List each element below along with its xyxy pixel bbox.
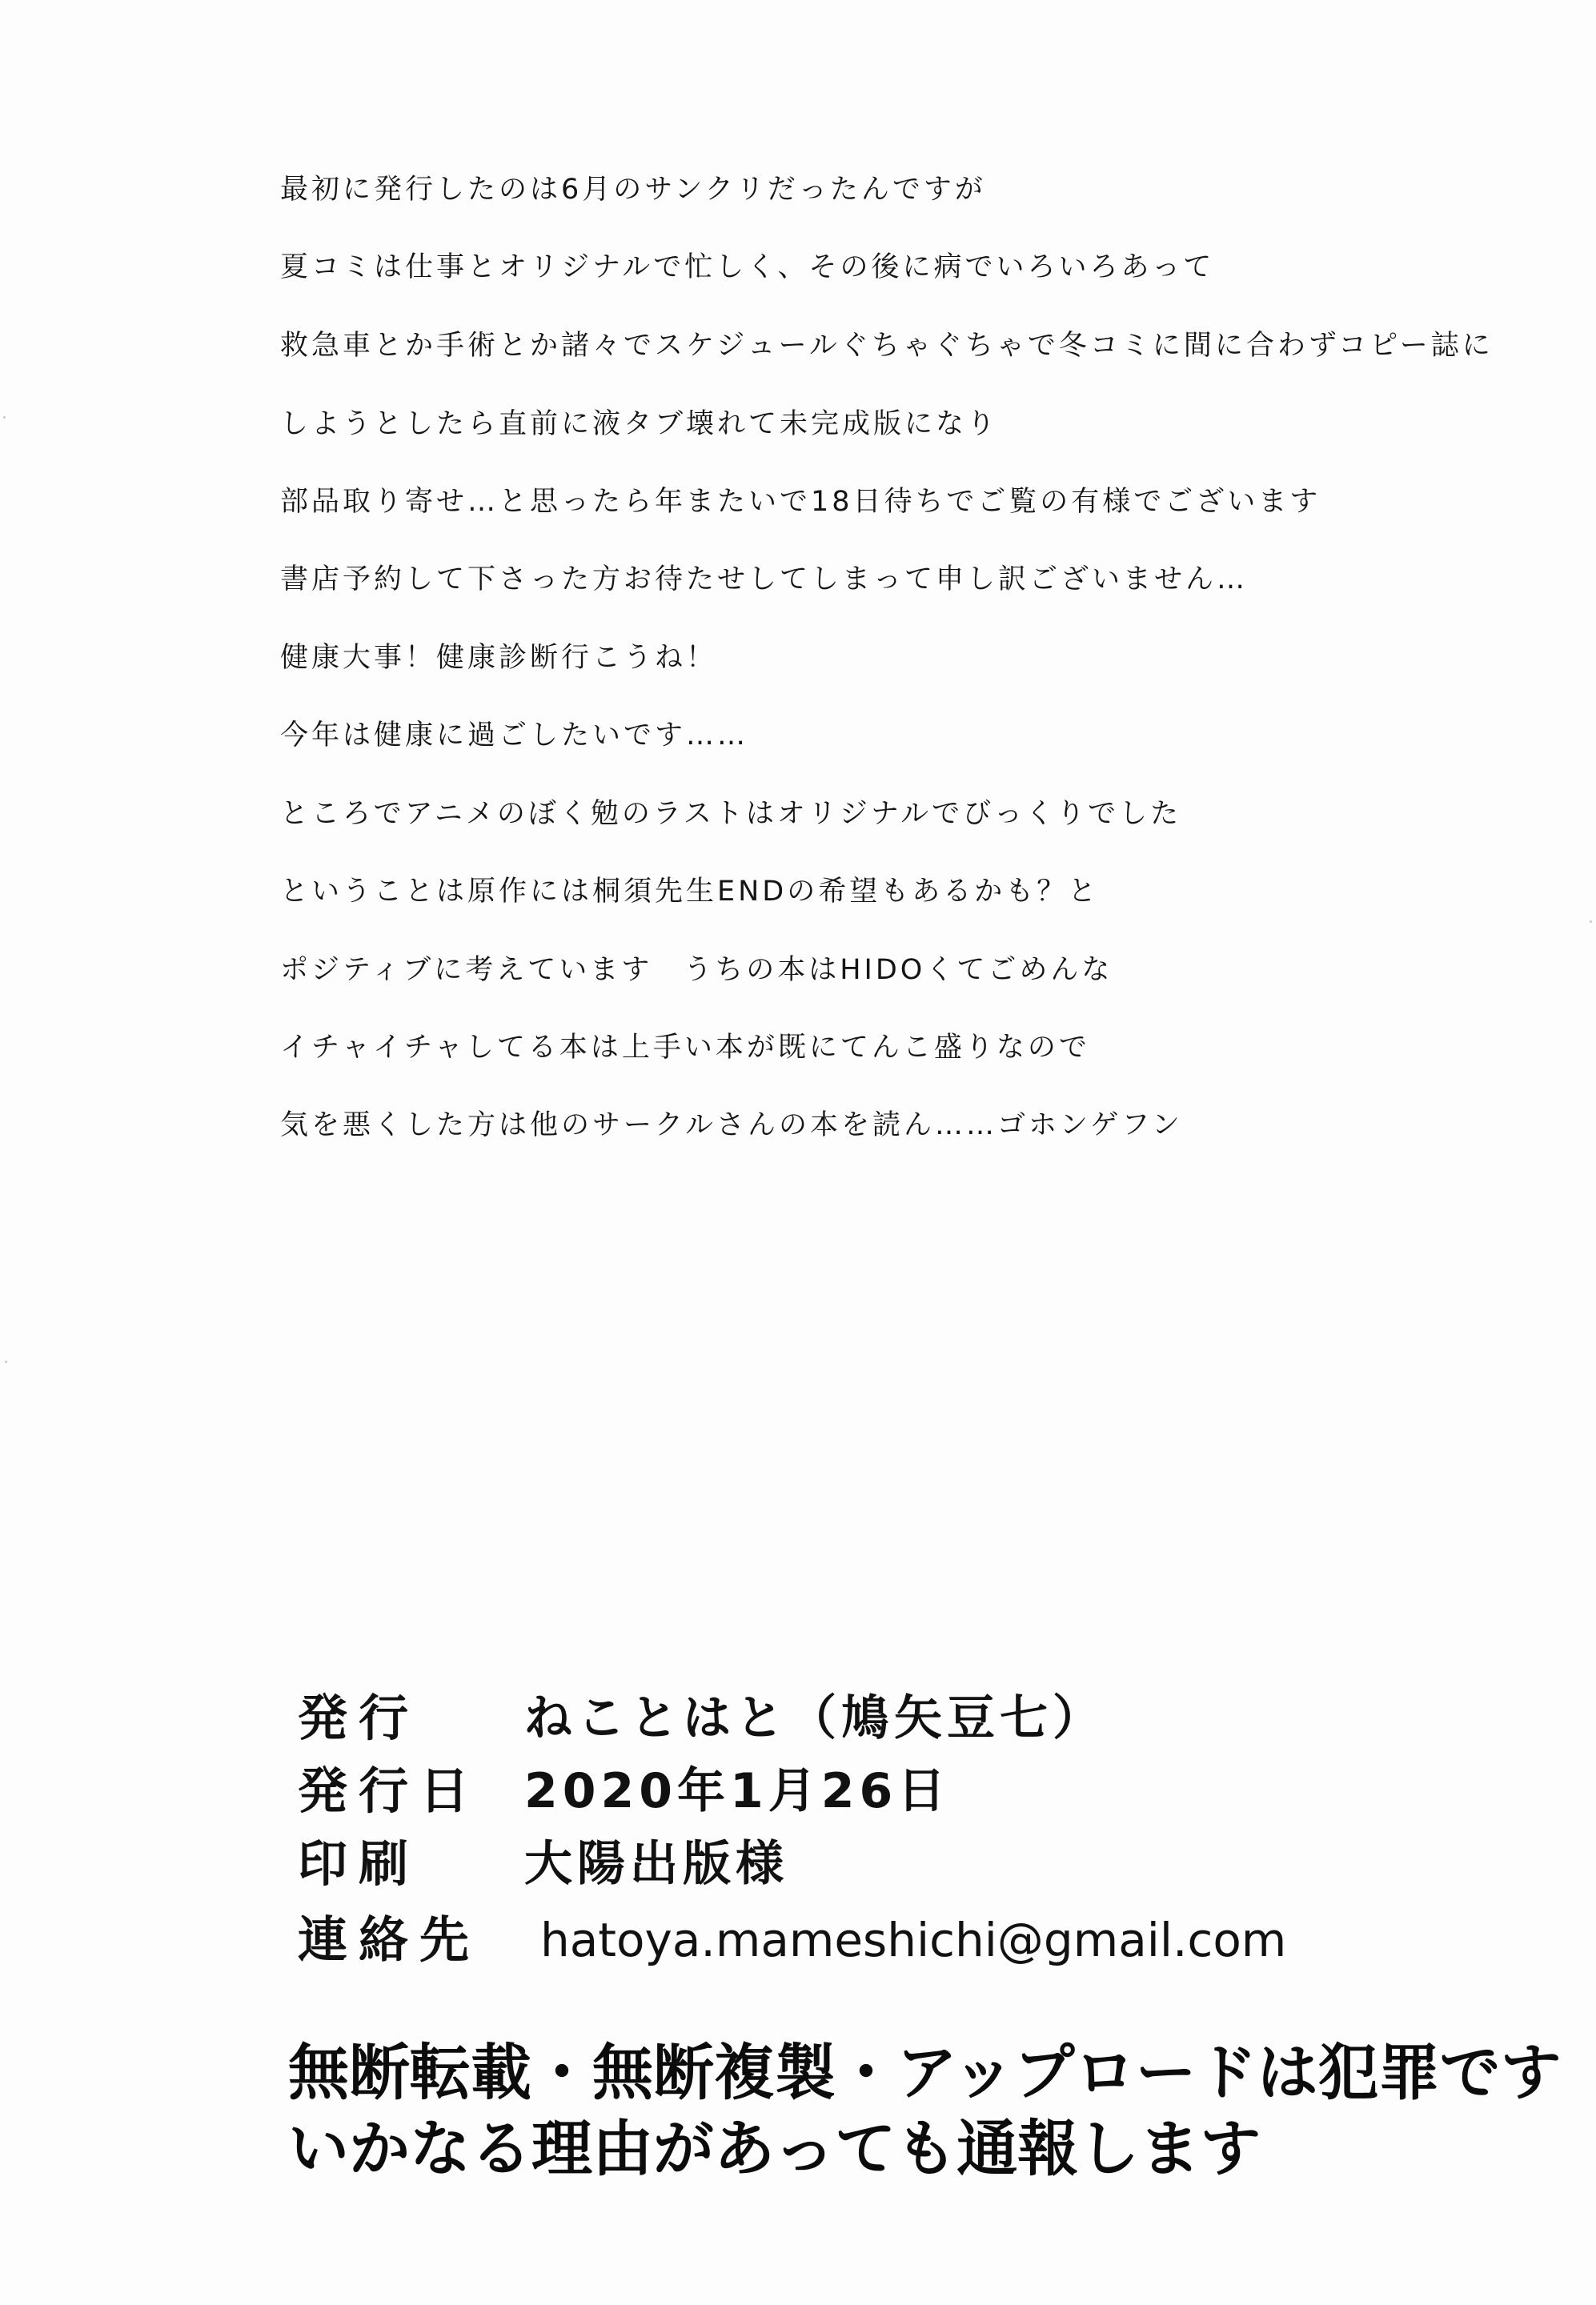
afterword-line: 今年は健康に過ごしたいです……: [280, 720, 749, 752]
publisher-value: ねことはと（鳩矢豆七）: [524, 1690, 1105, 1746]
afterword-line: 気を悪くした方は他のサークルさんの本を読ん……ゴホンゲフン: [280, 1109, 1183, 1141]
contact-label: 連絡先: [298, 1910, 481, 1969]
afterword-line: 健康大事！健康診断行こうね！: [280, 642, 718, 674]
afterword-line: しようとしたら直前に液タブ壊れて未完成版になり: [280, 408, 999, 440]
scan-speck: [3, 416, 6, 419]
printer-row: [0, 1832, 1596, 1896]
afterword-line: イチャイチャしてる本は上手い本が既にてんこ盛りなので: [280, 1032, 1090, 1064]
warning-line-2: いかなる理由があっても通報します: [288, 2113, 1261, 2184]
scan-speck: [1590, 920, 1592, 923]
date-row: [0, 1759, 1596, 1823]
contact-email: hatoya.mameshichi@gmail.com: [540, 1913, 1287, 1967]
afterword-line: 書店予約して下さった方お待たせしてしまって申し訳ございません…: [280, 563, 1249, 595]
afterword-line: 救急車とか手術とか諸々でスケジュールぐちゃぐちゃで冬コミに間に合わずコピー誌に: [280, 330, 1494, 362]
afterword-line: 夏コミは仕事とオリジナルで忙しく、その後に病でいろいろあって: [280, 251, 1215, 283]
publisher-row: [0, 1686, 1596, 1750]
afterword-line: ということは原作には桐須先生ENDの希望もあるかも？と: [280, 876, 1100, 908]
afterword-line: 部品取り寄せ…と思ったら年またいで18日待ちでご覧の有様でございます: [280, 486, 1321, 518]
contact-row: [0, 1908, 1596, 1972]
scan-speck: [5, 1361, 7, 1363]
afterword-line: ところでアニメのぼく勉のラストはオリジナルでびっくりでした: [280, 798, 1182, 830]
warning-line-1: 無断転載・無断複製・アップロードは犯罪です: [288, 2037, 1562, 2108]
date-value: 2020年1月26日: [524, 1763, 951, 1819]
date-label: 発行日: [298, 1762, 481, 1820]
afterword-line: 最初に発行したのは6月のサンクリだったんですが: [280, 174, 986, 206]
printer-value: 大陽出版様: [524, 1836, 788, 1892]
afterword-line: ポジティブに考えています うちの本はHIDOくてごめんな: [280, 954, 1113, 986]
publisher-label: 発行: [298, 1689, 420, 1747]
printer-label: 印刷: [298, 1834, 420, 1893]
